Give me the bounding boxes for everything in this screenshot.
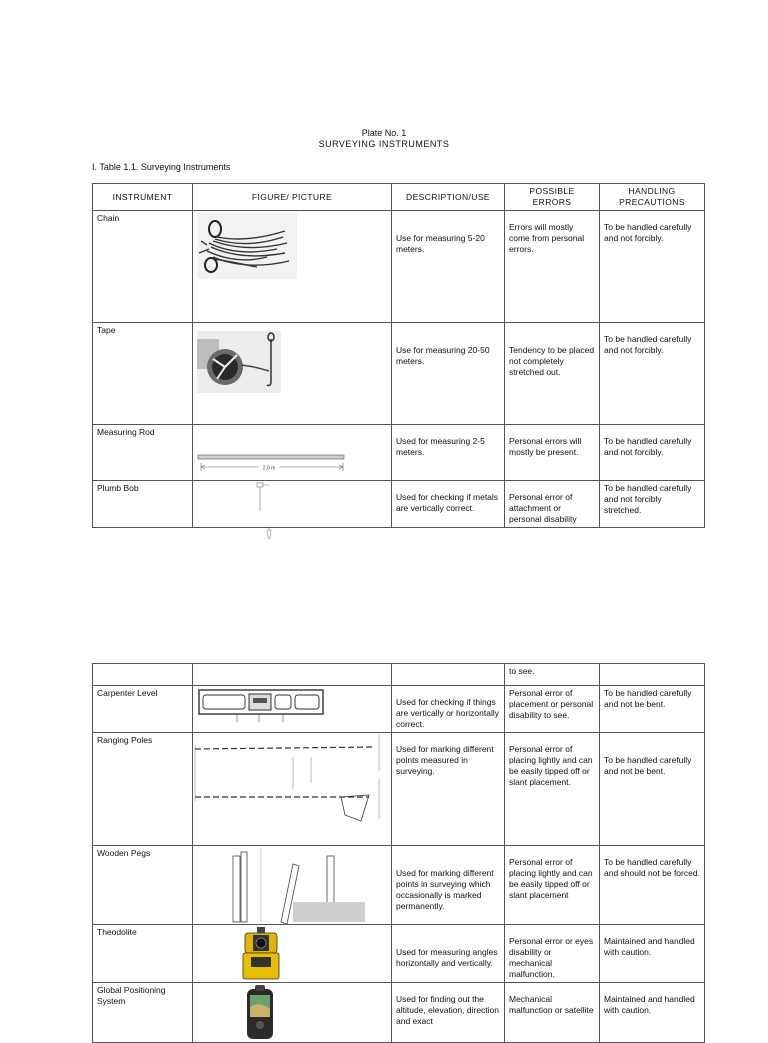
wooden-pegs-image bbox=[223, 848, 373, 924]
table-row bbox=[93, 846, 705, 925]
precautions-cell: Maintained and handled with caution. bbox=[600, 925, 705, 983]
carpenter-level-image bbox=[197, 688, 327, 724]
instrument-name: Theodolite bbox=[93, 925, 193, 983]
precautions-cell: To be handled carefully and should not be forced. bbox=[600, 846, 705, 925]
table-row bbox=[93, 211, 705, 323]
precautions-cell: Maintained and handled with caution. bbox=[600, 983, 705, 1043]
table-row bbox=[93, 481, 705, 528]
chain-image bbox=[197, 213, 297, 279]
gps-image bbox=[245, 985, 275, 1039]
tape-figure bbox=[193, 323, 392, 425]
table-row bbox=[93, 983, 705, 1043]
carpenter-level-figure bbox=[193, 686, 392, 733]
plate-number: Plate No. 1 bbox=[361, 128, 407, 138]
col-header-precautions: HANDLING PRECAUTIONS bbox=[600, 184, 705, 211]
table-header-row bbox=[93, 184, 705, 211]
errors-cell: Mechanical malfunction or satellite bbox=[505, 983, 600, 1043]
instrument-name: Carpenter Level bbox=[93, 686, 193, 733]
precautions-cell: To be handled carefully and not be bent. bbox=[600, 733, 705, 846]
table-row bbox=[93, 925, 705, 983]
col-header-description: DESCRIPTION/USE bbox=[392, 184, 505, 211]
errors-cell: Personal error or eyes disability or mechanical malfunction. bbox=[505, 925, 600, 983]
precautions-cell: To be handled carefully and not forcibly. bbox=[600, 425, 705, 481]
errors-cell: Personal error of placing lightly and can be easily tipped off or slant placement bbox=[505, 846, 600, 925]
instruments-table-1 bbox=[92, 183, 705, 528]
chain-figure bbox=[193, 211, 392, 323]
description-cell: Used for checking if things are vertically or horizontally correct. bbox=[392, 686, 505, 733]
col-header-instrument: INSTRUMENT bbox=[93, 184, 193, 211]
plumb-bob-weight bbox=[264, 526, 274, 540]
instrument-name: Wooden Pegs bbox=[93, 846, 193, 925]
plumb-bob-figure bbox=[193, 481, 392, 528]
table-caption: I. Table 1.1. Surveying Instruments bbox=[92, 162, 231, 172]
errors-cell: Personal error of placing lightly and can be easily tipped off or slant placement. bbox=[505, 733, 600, 846]
description-cell: Used for marking different points measured in surveying. bbox=[392, 733, 505, 846]
description-cell: Used for checking if metals are vertically correct. bbox=[392, 481, 505, 528]
wooden-pegs-figure bbox=[193, 846, 392, 925]
instrument-name: Ranging Poles bbox=[93, 733, 193, 846]
description-cell: Used for measuring angles horizontally and vertically. bbox=[392, 925, 505, 983]
errors-cell: Errors will mostly come from personal errors. bbox=[505, 211, 600, 323]
precautions-cell: To be handled carefully and not forcibly stretched. bbox=[600, 481, 705, 528]
table-row bbox=[93, 686, 705, 733]
gps-figure bbox=[193, 983, 392, 1043]
precautions-cell: To be handled carefully and not forcibly. bbox=[600, 211, 705, 323]
theodolite-figure bbox=[193, 925, 392, 983]
instrument-name: Chain bbox=[93, 211, 193, 323]
description-cell: Used for measuring 2-5 meters. bbox=[392, 425, 505, 481]
theodolite-image bbox=[239, 927, 283, 981]
page-title: SURVEYING INSTRUMENTS bbox=[318, 139, 450, 149]
measuring-rod-figure bbox=[193, 425, 392, 481]
col-header-figure: FIGURE/ PICTURE bbox=[193, 184, 392, 211]
precautions-cell: To be handled carefully and not be bent. bbox=[600, 686, 705, 733]
col-header-errors: POSSIBLE ERRORS bbox=[505, 184, 600, 211]
plumb-bob-image bbox=[249, 481, 279, 521]
description-cell: Use for measuring 20-50 meters. bbox=[392, 323, 505, 425]
errors-continuation: to see. bbox=[505, 664, 600, 686]
table-row bbox=[93, 323, 705, 425]
instruments-table-2 bbox=[92, 663, 705, 1043]
instrument-name: Global Positioning System bbox=[93, 983, 193, 1043]
ranging-poles-image bbox=[193, 735, 385, 835]
errors-cell: Tendency to be placed not completely stretched out. bbox=[505, 323, 600, 425]
description-cell: Use for measuring 5-20 meters. bbox=[392, 211, 505, 323]
table-row bbox=[93, 733, 705, 846]
table-row bbox=[93, 664, 705, 686]
measuring-rod-image bbox=[197, 453, 347, 477]
instrument-name: Tape bbox=[93, 323, 193, 425]
instrument-name: Plumb Bob bbox=[93, 481, 193, 528]
description-cell: Used for finding out the altitude, elevation, direction and exact bbox=[392, 983, 505, 1043]
errors-cell: Personal errors will mostly be present. bbox=[505, 425, 600, 481]
errors-cell: Personal error of placement or personal disability to see. bbox=[505, 686, 600, 733]
table-row bbox=[93, 425, 705, 481]
rod-length-label: 2.0 m bbox=[262, 465, 276, 472]
tape-image bbox=[197, 331, 281, 393]
precautions-cell: To be handled carefully and not forcibly. bbox=[600, 323, 705, 425]
instrument-name: Measuring Rod bbox=[93, 425, 193, 481]
description-cell: Used for marking different points in surveying which occasionally is marked permanently. bbox=[392, 846, 505, 925]
errors-cell: Personal error of attachment or personal disability bbox=[505, 481, 600, 528]
ranging-poles-figure bbox=[193, 733, 392, 846]
